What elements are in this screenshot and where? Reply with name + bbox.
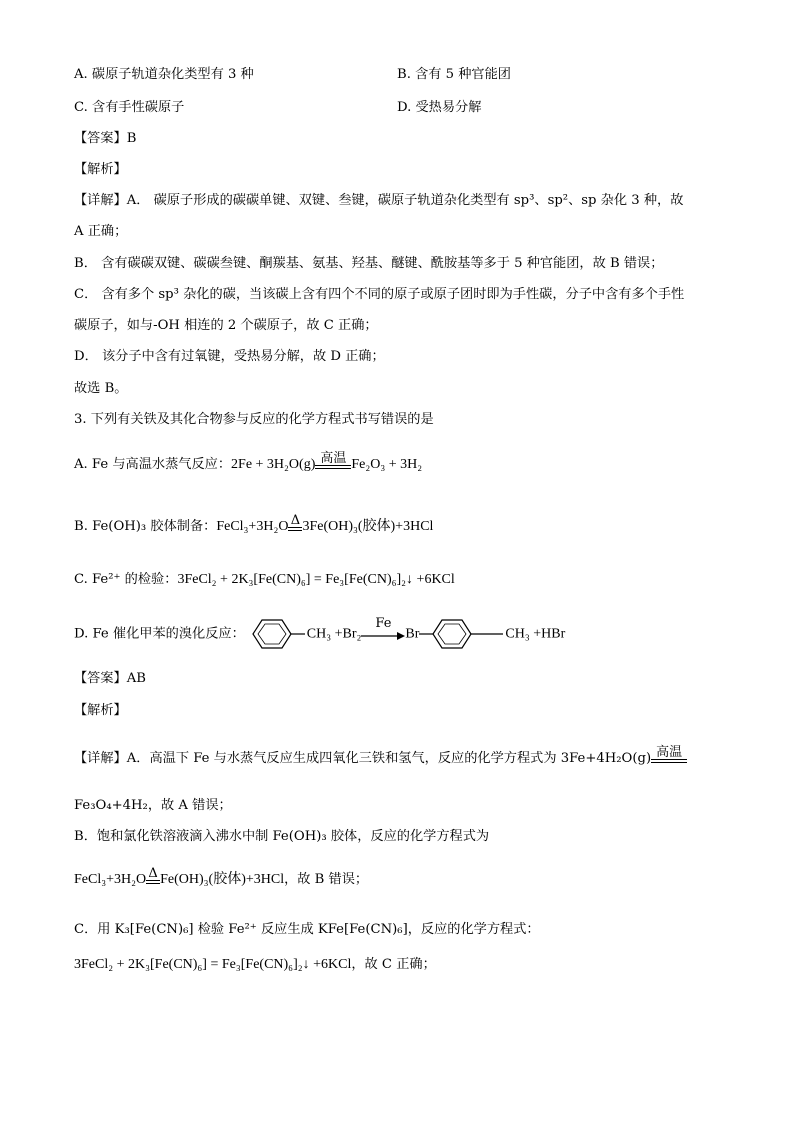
q3-detail-a-line2: Fe₃O₄+4H₂，故 A 错误； [74,798,232,813]
q3-answer: 【答案】AB [74,671,146,686]
q3-analysis-title: 【解析】 [74,703,127,718]
reaction-arrow-icon [361,616,405,641]
q3-option-a-rhs: Fe₂O₃ + 3H₂ [351,457,423,472]
q2-option-b: B. 含有 5 种官能团 [397,67,511,82]
q3-option-d-label: D. Fe 催化甲苯的溴化反应： [74,626,245,642]
q3-option-b-rhs: 3Fe(OH)₃(胶体)+3HCl [302,519,434,534]
q3-option-d-catalyst: Fe [375,616,392,631]
q3-option-a-condition: 高温 [315,465,351,474]
benzene-ring-icon [245,616,307,652]
q2-option-a: A. 碳原子轨道杂化类型有 3 种 [74,67,254,82]
q3-option-b-condition: Δ [288,527,302,536]
q3-option-c [74,571,455,589]
q2-detail-a-line1: 【详解】A． 碳原子形成的碳碳单键、双键、叁键，碳原子轨道杂化类型有 sp³、sp²、sp 杂化 3 种，故 [74,193,684,208]
q2-detail-a-line2: A 正确； [74,224,128,239]
q3-option-d-br: Br [405,626,420,642]
q2-detail-b: B． 含有碳碳双键、碳碳叁键、酮羰基、氨基、羟基、醚键、酰胺基等多于 5 种官能团，故 B 错误； [74,256,664,271]
benzene-ring-icon [419,616,505,652]
q3-option-b-label: B. Fe(OH)₃ 胶体制备： [74,519,217,534]
q2-analysis-title: 【解析】 [74,162,127,177]
q2-detail-c-line1: C． 含有多个 sp³ 杂化的碳，当该碳上含有四个不同的原子或原子团时即为手性碳，分子中含有多个手性 [74,287,685,302]
q3-detail-c-equation: 3FeCl₂ + 2K₃[Fe(CN)₆] = Fe₃[Fe(CN)₆]₂↓ +6KCl，故 C 正确； [74,957,436,972]
q3-option-b-lhs: FeCl₃+3H₂O [216,519,289,534]
q3-option-d [74,616,565,652]
q3-option-a [74,451,423,474]
q2-answer: 【答案】B [74,131,137,146]
q3-option-d-reactants: CH₃ +Br₂ [306,626,362,642]
q3-stem: 3. 下列有关铁及其化合物参与反应的化学方程式书写错误的是 [74,412,434,427]
q2-option-c: C. 含有手性碳原子 [74,100,185,115]
q2-detail-c-line2: 碳原子，如与-OH 相连的 2 个碳原子，故 C 正确； [74,318,378,333]
q3-option-b [74,513,434,536]
q3-option-c-label: C. Fe²⁺ 的检验： [74,572,178,587]
q3-detail-a-condition: 高温 [651,759,687,768]
q2-conclusion: 故选 B。 [74,381,128,396]
q3-option-c-equation: 3FeCl₂ + 2K₃[Fe(CN)₆] = Fe₃[Fe(CN)₆]₂↓ +6KCl [177,572,455,587]
q3-detail-a-line1: 【详解】A．高温下 Fe 与水蒸气反应生成四氧化三铁和氢气，反应的化学方程式为 3Fe+4H₂O(g) 高温 [74,750,687,768]
q3-option-a-label: A. Fe 与高温水蒸气反应： [74,457,232,472]
q3-detail-b-equation: FeCl₃+3H₂O Δ Fe(OH)₃(胶体)+3HCl，故 B 错误； [74,866,369,887]
q3-detail-b-condition: Δ [146,880,160,889]
q2-detail-d: D． 该分子中含有过氧键，受热易分解，故 D 正确； [74,349,385,364]
q3-option-d-products: CH₃ +HBr [505,626,566,642]
q3-option-a-lhs: 2Fe + 3H₂O(g) [231,457,316,472]
q3-detail-c-line1: C．用 K₃[Fe(CN)₆] 检验 Fe²⁺ 反应生成 KFe[Fe(CN)₆]，反应的化学方程式： [74,922,540,937]
q2-option-d: D. 受热易分解 [397,100,482,115]
q3-detail-b-line1: B．饱和氯化铁溶液滴入沸水中制 Fe(OH)₃ 胶体，反应的化学方程式为 [74,829,490,844]
